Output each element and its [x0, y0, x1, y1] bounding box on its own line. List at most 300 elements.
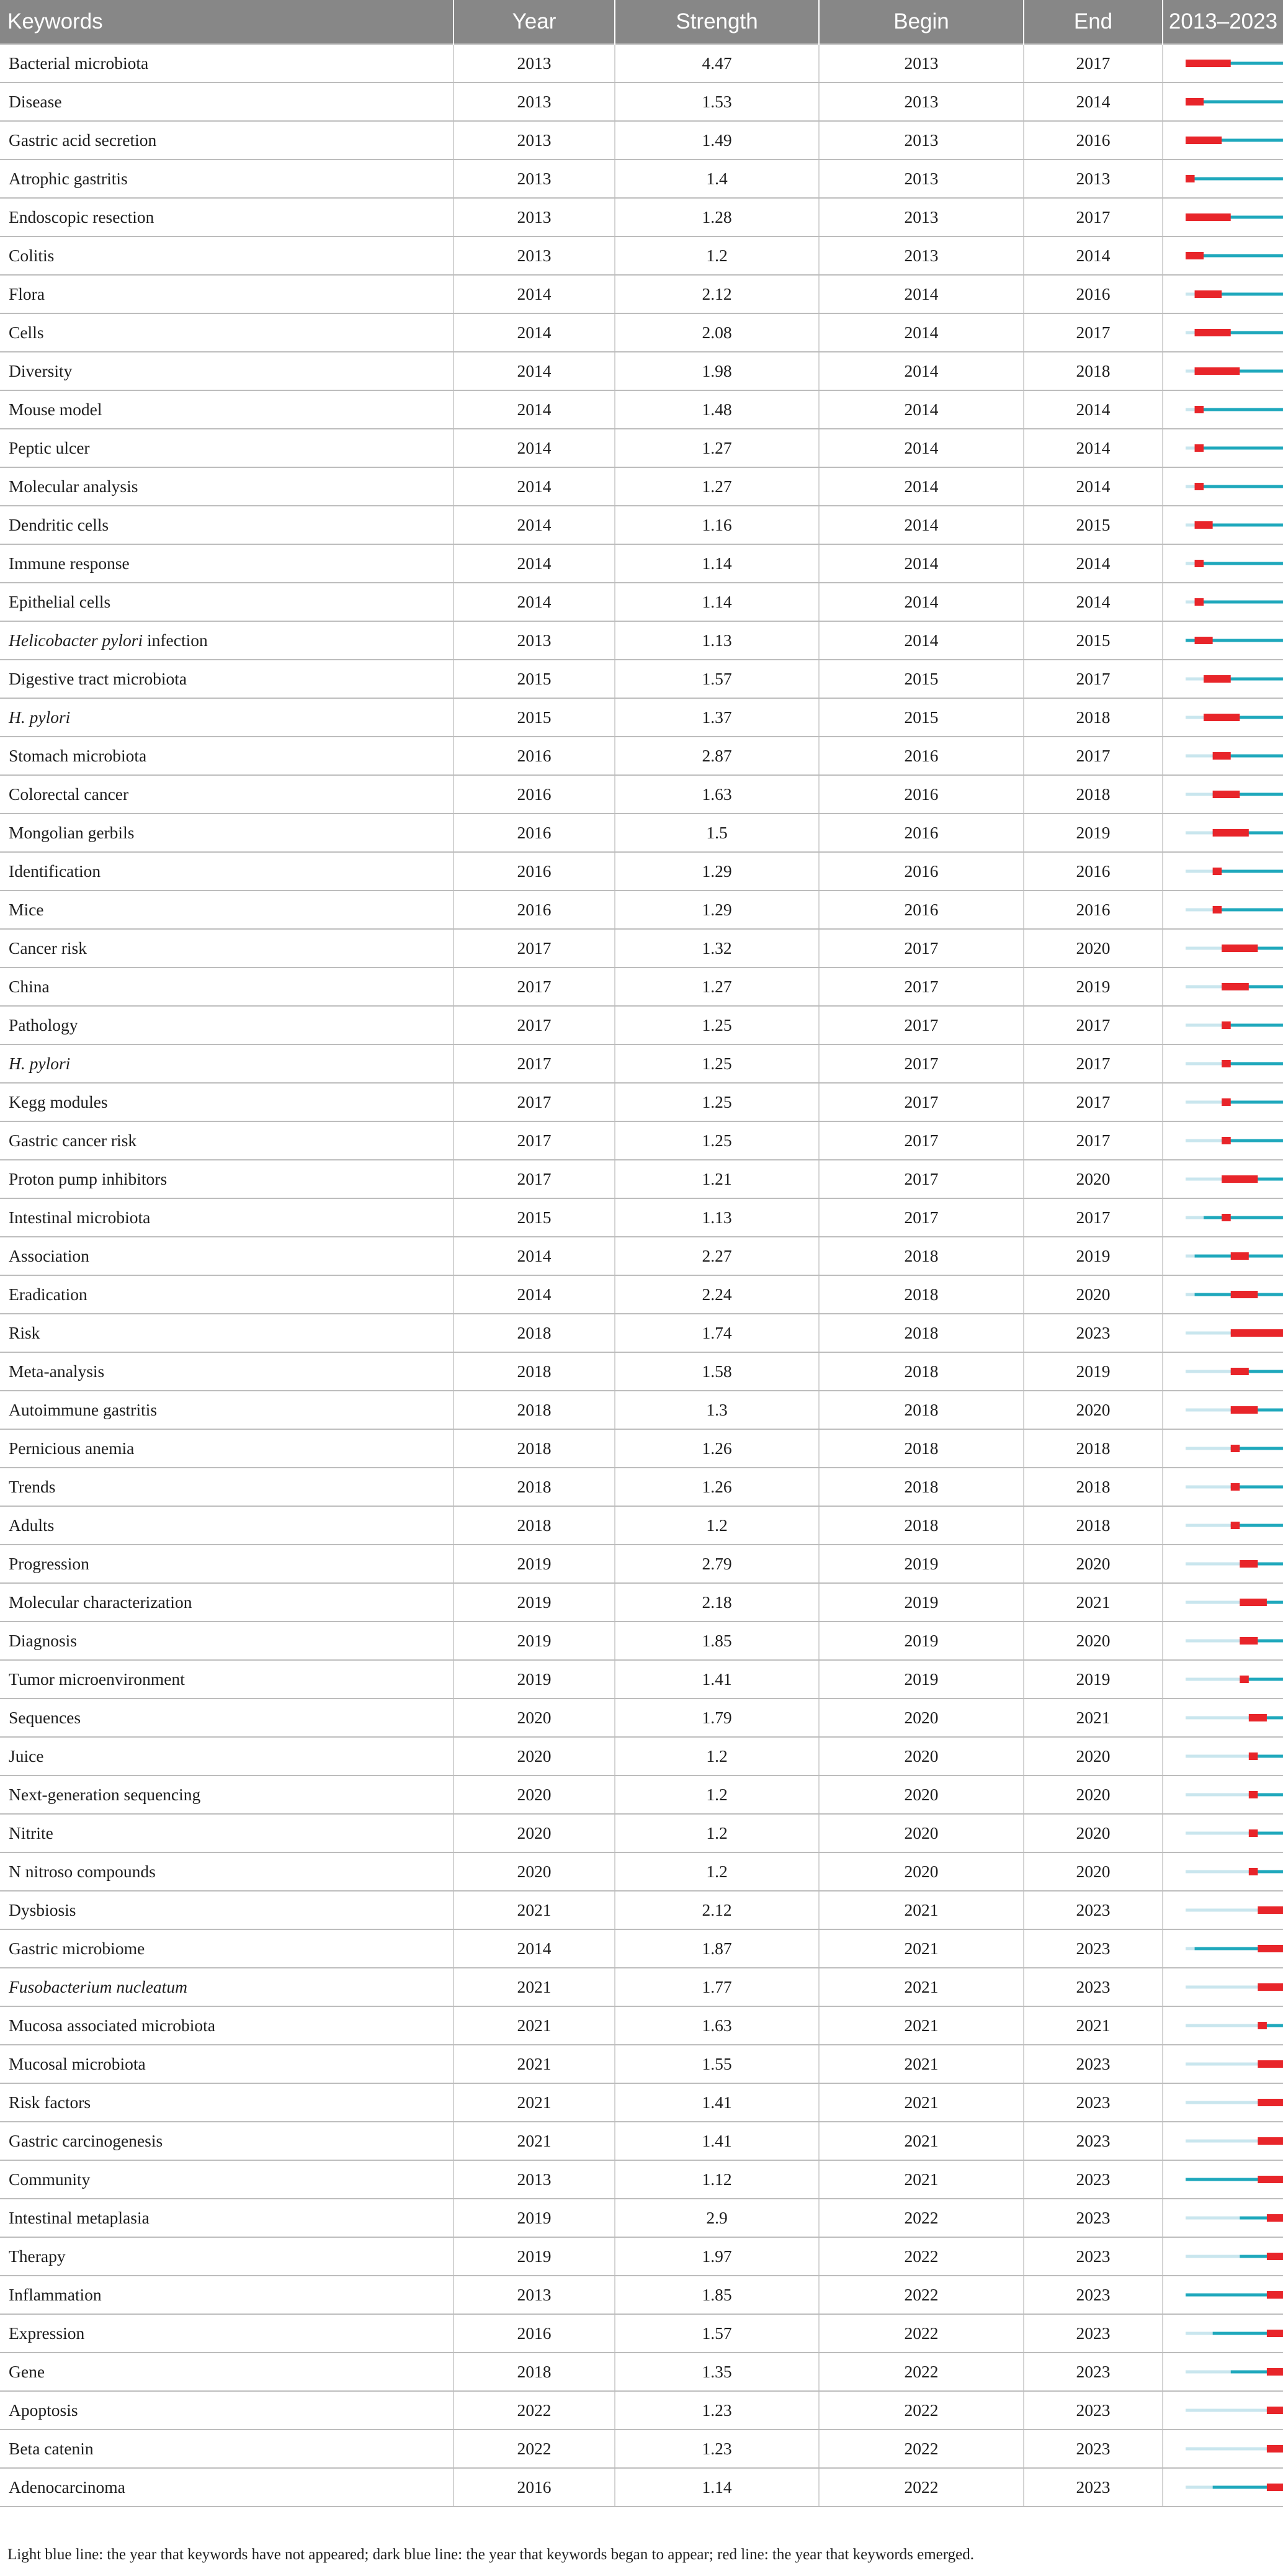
- cell-timeline: [1163, 1198, 1283, 1237]
- table-row: [0, 506, 1283, 544]
- cell-end: 2023: [1024, 2391, 1163, 2430]
- cell-year: 2017: [454, 929, 615, 967]
- timeline-burst-segment: [1213, 791, 1240, 798]
- cell-begin: 2017: [819, 967, 1024, 1006]
- table-row: [0, 1044, 1283, 1083]
- cell-timeline: [1163, 1775, 1283, 1814]
- cell-begin: 2019: [819, 1545, 1024, 1583]
- cell-begin: 2017: [819, 1121, 1024, 1160]
- cell-keyword: [0, 1660, 454, 1699]
- cell-timeline: [1163, 852, 1283, 891]
- timeline-burst-segment: [1267, 2253, 1283, 2260]
- burst-timeline: [1163, 1353, 1283, 1390]
- table-row: [0, 1468, 1283, 1506]
- burst-timeline: [1163, 930, 1283, 967]
- cell-end: 2023: [1024, 2199, 1163, 2237]
- keyword-text: Pathology: [9, 1015, 78, 1034]
- burst-timeline: [1163, 1276, 1283, 1313]
- cell-strength: 1.2: [615, 1775, 819, 1814]
- cell-timeline: [1163, 1468, 1283, 1506]
- timeline-absent-segment: [1186, 832, 1213, 835]
- keyword-text: Mice: [9, 900, 44, 919]
- cell-strength: 1.2: [615, 1737, 819, 1775]
- cell-year: 2016: [454, 891, 615, 929]
- cell-timeline: [1163, 737, 1283, 775]
- cell-timeline: [1163, 929, 1283, 967]
- keyword-text: Colitis: [9, 246, 55, 265]
- cell-year: 2014: [454, 390, 615, 429]
- cell-timeline: [1163, 1622, 1283, 1660]
- timeline-absent-segment: [1186, 562, 1195, 565]
- timeline-burst-segment: [1222, 1060, 1231, 1067]
- table-row: [0, 1391, 1283, 1429]
- cell-timeline: [1163, 1737, 1283, 1775]
- cell-year: 2018: [454, 1429, 615, 1468]
- table-row: [0, 967, 1283, 1006]
- cell-strength: 2.12: [615, 1891, 819, 1929]
- timeline-burst-segment: [1195, 444, 1204, 452]
- cell-begin: 2016: [819, 891, 1024, 929]
- timeline-burst-segment: [1267, 2291, 1283, 2299]
- cell-end: 2015: [1024, 506, 1163, 544]
- timeline-burst-segment: [1231, 1522, 1240, 1529]
- cell-year: 2017: [454, 1160, 615, 1198]
- cell-year: 2014: [454, 352, 615, 390]
- table-row: [0, 1160, 1283, 1198]
- cell-strength: 2.18: [615, 1583, 819, 1622]
- cell-begin: 2018: [819, 1468, 1024, 1506]
- cell-strength: 1.29: [615, 852, 819, 891]
- cell-year: 2021: [454, 1891, 615, 1929]
- timeline-burst-segment: [1222, 945, 1258, 952]
- burst-timeline: [1163, 83, 1283, 120]
- cell-timeline: [1163, 1006, 1283, 1044]
- cell-end: 2023: [1024, 1314, 1163, 1352]
- keyword-text: Endoscopic resection: [9, 207, 154, 227]
- cell-year: 2017: [454, 1044, 615, 1083]
- cell-timeline: [1163, 2045, 1283, 2083]
- timeline-burst-segment: [1231, 1368, 1249, 1375]
- cell-begin: 2022: [819, 2199, 1024, 2237]
- cell-end: 2020: [1024, 1737, 1163, 1775]
- cell-year: 2018: [454, 1314, 615, 1352]
- keyword-italic: H. pylori: [9, 1054, 71, 1073]
- cell-keyword: [0, 660, 454, 698]
- cell-end: 2023: [1024, 2430, 1163, 2468]
- cell-year: 2020: [454, 1852, 615, 1891]
- keyword-text: Mouse model: [9, 400, 102, 419]
- cell-keyword: [0, 1622, 454, 1660]
- cell-begin: 2020: [819, 1737, 1024, 1775]
- cell-strength: 1.97: [615, 2237, 819, 2276]
- cell-begin: 2022: [819, 2314, 1024, 2353]
- timeline-absent-segment: [1186, 870, 1213, 873]
- cell-end: 2023: [1024, 1891, 1163, 1929]
- cell-end: 2017: [1024, 660, 1163, 698]
- cell-year: 2016: [454, 2314, 615, 2353]
- cell-begin: 2022: [819, 2237, 1024, 2276]
- cell-end: 2017: [1024, 313, 1163, 352]
- burst-timeline: [1163, 1122, 1283, 1159]
- cell-end: 2023: [1024, 2468, 1163, 2506]
- keyword-text: Dendritic cells: [9, 515, 109, 534]
- cell-begin: 2021: [819, 1891, 1024, 1929]
- table-row: [0, 1352, 1283, 1391]
- cell-end: 2017: [1024, 1198, 1163, 1237]
- cell-end: 2018: [1024, 775, 1163, 814]
- cell-strength: 1.57: [615, 660, 819, 698]
- table-row: [0, 891, 1283, 929]
- timeline-absent-segment: [1186, 2024, 1258, 2027]
- timeline-burst-segment: [1195, 637, 1213, 644]
- cell-begin: 2014: [819, 390, 1024, 429]
- timeline-burst-segment: [1240, 1637, 1258, 1645]
- cell-keyword: [0, 1814, 454, 1852]
- cell-strength: 2.9: [615, 2199, 819, 2237]
- table-row: [0, 198, 1283, 236]
- timeline-absent-segment: [1186, 293, 1195, 296]
- burst-timeline: [1163, 314, 1283, 351]
- burst-timeline: [1163, 160, 1283, 197]
- timeline-absent-segment: [1186, 947, 1222, 950]
- cell-end: 2014: [1024, 467, 1163, 506]
- cell-year: 2014: [454, 1275, 615, 1314]
- timeline-burst-segment: [1195, 521, 1213, 529]
- cell-strength: 1.57: [615, 2314, 819, 2353]
- cell-end: 2016: [1024, 275, 1163, 313]
- timeline-absent-segment: [1186, 1793, 1249, 1797]
- burst-timeline: [1163, 352, 1283, 390]
- cell-end: 2020: [1024, 1814, 1163, 1852]
- table-row: [0, 2353, 1283, 2391]
- burst-timeline: [1163, 1622, 1283, 1659]
- cell-begin: 2015: [819, 698, 1024, 737]
- cell-begin: 2016: [819, 852, 1024, 891]
- cell-year: 2014: [454, 1237, 615, 1275]
- keyword-text: Cancer risk: [9, 938, 87, 958]
- timeline-absent-segment: [1186, 985, 1222, 989]
- keyword-text: Tumor microenvironment: [9, 1669, 185, 1689]
- table-body: [0, 44, 1283, 2506]
- table-row: [0, 121, 1283, 159]
- cell-begin: 2014: [819, 467, 1024, 506]
- cell-timeline: [1163, 1237, 1283, 1275]
- burst-timeline: [1163, 2430, 1283, 2467]
- cell-begin: 2015: [819, 660, 1024, 698]
- cell-end: 2021: [1024, 1699, 1163, 1737]
- cell-timeline: [1163, 967, 1283, 1006]
- cell-strength: 1.85: [615, 2276, 819, 2314]
- cell-keyword: [0, 429, 454, 467]
- keyword-text: Expression: [9, 2323, 85, 2343]
- timeline-burst-segment: [1258, 2099, 1283, 2106]
- table-row: [0, 1314, 1283, 1352]
- cell-strength: 1.74: [615, 1314, 819, 1352]
- cell-timeline: [1163, 2276, 1283, 2314]
- keyword-text: Dysbiosis: [9, 1900, 76, 1919]
- timeline-burst-segment: [1222, 1098, 1231, 1106]
- timeline-absent-segment: [1186, 1447, 1231, 1450]
- keyword-text: Adults: [9, 1515, 55, 1535]
- cell-strength: 1.79: [615, 1699, 819, 1737]
- table-row: [0, 2045, 1283, 2083]
- header-range: 2013–2023: [1163, 0, 1283, 44]
- cell-begin: 2014: [819, 313, 1024, 352]
- cell-year: 2013: [454, 236, 615, 275]
- burst-timeline: [1163, 1314, 1283, 1352]
- cell-begin: 2019: [819, 1583, 1024, 1622]
- table-row: [0, 583, 1283, 621]
- cell-end: 2017: [1024, 1044, 1163, 1083]
- cell-begin: 2014: [819, 583, 1024, 621]
- timeline-burst-segment: [1258, 2137, 1283, 2145]
- cell-year: 2018: [454, 1506, 615, 1545]
- burst-timeline: [1163, 583, 1283, 621]
- cell-keyword: [0, 198, 454, 236]
- cell-strength: 1.4: [615, 159, 819, 198]
- cell-end: 2017: [1024, 1121, 1163, 1160]
- cell-timeline: [1163, 1660, 1283, 1699]
- table-row: [0, 1083, 1283, 1121]
- cell-end: 2014: [1024, 429, 1163, 467]
- cell-begin: 2022: [819, 2276, 1024, 2314]
- table-header-row: [0, 0, 1283, 44]
- keyword-text: Trends: [9, 1477, 56, 1496]
- cell-strength: 1.26: [615, 1468, 819, 1506]
- cell-year: 2016: [454, 737, 615, 775]
- cell-keyword: [0, 2276, 454, 2314]
- keyword-italic: Helicobacter pylori: [9, 631, 143, 650]
- timeline-present-segment: [1195, 601, 1283, 604]
- cell-timeline: [1163, 429, 1283, 467]
- cell-keyword: [0, 891, 454, 929]
- keyword-text: Peptic ulcer: [9, 438, 90, 457]
- cell-keyword: [0, 352, 454, 390]
- header-keywords: Keywords: [0, 0, 454, 44]
- cell-begin: 2021: [819, 1929, 1024, 1968]
- burst-timeline: [1163, 1507, 1283, 1544]
- cell-begin: 2017: [819, 1006, 1024, 1044]
- keyword-text: Diversity: [9, 361, 73, 380]
- burst-timeline: [1163, 545, 1283, 582]
- cell-begin: 2018: [819, 1314, 1024, 1352]
- timeline-absent-segment: [1186, 1947, 1195, 1950]
- table-row: [0, 2468, 1283, 2506]
- timeline-present-segment: [1186, 177, 1283, 181]
- timeline-burst-segment: [1186, 252, 1204, 259]
- cell-keyword: [0, 1275, 454, 1314]
- cell-begin: 2019: [819, 1622, 1024, 1660]
- cell-begin: 2013: [819, 236, 1024, 275]
- timeline-absent-segment: [1186, 370, 1195, 373]
- cell-timeline: [1163, 2237, 1283, 2276]
- cell-year: 2019: [454, 1583, 615, 1622]
- cell-strength: 1.16: [615, 506, 819, 544]
- timeline-absent-segment: [1186, 1755, 1249, 1758]
- table-row: [0, 814, 1283, 852]
- cell-year: 2013: [454, 121, 615, 159]
- timeline-burst-segment: [1249, 1714, 1267, 1721]
- table-row: [0, 852, 1283, 891]
- keyword-italic: H. pylori: [9, 707, 71, 727]
- cell-year: 2013: [454, 44, 615, 83]
- cell-timeline: [1163, 1968, 1283, 2006]
- cell-year: 2021: [454, 2006, 615, 2045]
- cell-begin: 2018: [819, 1429, 1024, 1468]
- keyword-text: Meta-analysis: [9, 1362, 105, 1381]
- cell-keyword: [0, 1699, 454, 1737]
- cell-begin: 2021: [819, 1968, 1024, 2006]
- keyword-text: Cells: [9, 323, 44, 342]
- keyword-text: Nitrite: [9, 1823, 53, 1842]
- table-row: [0, 775, 1283, 814]
- cell-end: 2023: [1024, 2314, 1163, 2353]
- timeline-absent-segment: [1186, 601, 1195, 604]
- timeline-absent-segment: [1186, 1178, 1222, 1181]
- keyword-text: Intestinal metaplasia: [9, 2208, 150, 2227]
- burst-timeline: [1163, 1237, 1283, 1275]
- cell-end: 2018: [1024, 1506, 1163, 1545]
- cell-end: 2014: [1024, 390, 1163, 429]
- timeline-burst-segment: [1267, 2330, 1283, 2337]
- table-row: [0, 236, 1283, 275]
- burst-timeline: [1163, 968, 1283, 1005]
- cell-keyword: [0, 1083, 454, 1121]
- cell-timeline: [1163, 1814, 1283, 1852]
- cell-strength: 1.5: [615, 814, 819, 852]
- cell-keyword: [0, 236, 454, 275]
- cell-strength: 1.13: [615, 621, 819, 660]
- burst-timeline: [1163, 814, 1283, 851]
- cell-timeline: [1163, 2314, 1283, 2353]
- cell-begin: 2017: [819, 1044, 1024, 1083]
- cell-keyword: [0, 1929, 454, 1968]
- keyword-text: Intestinal microbiota: [9, 1208, 151, 1227]
- keyword-text: Adenocarcinoma: [9, 2477, 125, 2497]
- cell-keyword: [0, 775, 454, 814]
- timeline-absent-segment: [1186, 1293, 1195, 1296]
- timeline-absent-segment: [1186, 2448, 1267, 2451]
- cell-begin: 2017: [819, 1083, 1024, 1121]
- cell-timeline: [1163, 275, 1283, 313]
- cell-strength: 1.63: [615, 2006, 819, 2045]
- timeline-present-segment: [1204, 1216, 1283, 1219]
- cell-begin: 2014: [819, 352, 1024, 390]
- keyword-text: Mucosal microbiota: [9, 2054, 146, 2073]
- table-row: [0, 660, 1283, 698]
- cell-keyword: [0, 467, 454, 506]
- cell-keyword: [0, 2314, 454, 2353]
- timeline-burst-segment: [1249, 1868, 1258, 1875]
- cell-keyword: [0, 2391, 454, 2430]
- table-row: [0, 698, 1283, 737]
- burst-timeline: [1163, 1160, 1283, 1198]
- cell-begin: 2018: [819, 1352, 1024, 1391]
- cell-keyword: [0, 1852, 454, 1891]
- cell-begin: 2021: [819, 2083, 1024, 2122]
- timeline-burst-segment: [1249, 1791, 1258, 1798]
- cell-timeline: [1163, 1352, 1283, 1391]
- cell-year: 2020: [454, 1699, 615, 1737]
- cell-timeline: [1163, 2430, 1283, 2468]
- burst-timeline: [1163, 1084, 1283, 1121]
- cell-strength: 1.27: [615, 467, 819, 506]
- cell-strength: 1.53: [615, 83, 819, 121]
- cell-timeline: [1163, 660, 1283, 698]
- timeline-absent-segment: [1186, 1216, 1204, 1219]
- table-row: [0, 313, 1283, 352]
- cell-begin: 2014: [819, 621, 1024, 660]
- cell-begin: 2016: [819, 775, 1024, 814]
- cell-year: 2016: [454, 814, 615, 852]
- cell-keyword: [0, 313, 454, 352]
- timeline-absent-segment: [1186, 2371, 1231, 2374]
- timeline-burst-segment: [1231, 1252, 1249, 1260]
- cell-year: 2019: [454, 1545, 615, 1583]
- timeline-burst-segment: [1240, 1599, 1267, 1606]
- cell-begin: 2021: [819, 2122, 1024, 2160]
- keyword-text: Risk factors: [9, 2093, 91, 2112]
- burst-timeline: [1163, 1661, 1283, 1698]
- timeline-burst-segment: [1267, 2445, 1283, 2453]
- timeline-present-segment: [1213, 870, 1283, 873]
- timeline-absent-segment: [1186, 1332, 1231, 1335]
- cell-end: 2013: [1024, 159, 1163, 198]
- cell-begin: 2013: [819, 44, 1024, 83]
- table-row: [0, 1198, 1283, 1237]
- cell-year: 2019: [454, 2199, 615, 2237]
- keyword-text: Proton pump inhibitors: [9, 1169, 168, 1188]
- cell-strength: 1.32: [615, 929, 819, 967]
- table-row: [0, 159, 1283, 198]
- timeline-burst-segment: [1195, 483, 1204, 490]
- timeline-burst-segment: [1249, 1752, 1258, 1760]
- cell-end: 2014: [1024, 83, 1163, 121]
- timeline-burst-segment: [1213, 752, 1231, 760]
- cell-year: 2020: [454, 1775, 615, 1814]
- cell-end: 2023: [1024, 1968, 1163, 2006]
- table-row: [0, 1737, 1283, 1775]
- cell-end: 2019: [1024, 814, 1163, 852]
- table-row: [0, 2430, 1283, 2468]
- cell-strength: 1.77: [615, 1968, 819, 2006]
- cell-keyword: [0, 2353, 454, 2391]
- table-row: [0, 390, 1283, 429]
- timeline-burst-segment: [1231, 1483, 1240, 1491]
- cell-strength: 1.63: [615, 775, 819, 814]
- cell-begin: 2020: [819, 1699, 1024, 1737]
- burst-timeline: [1163, 237, 1283, 274]
- table-row: [0, 467, 1283, 506]
- cell-keyword: [0, 1737, 454, 1775]
- cell-keyword: [0, 967, 454, 1006]
- cell-end: 2020: [1024, 1622, 1163, 1660]
- timeline-absent-segment: [1186, 2140, 1258, 2143]
- timeline-present-segment: [1195, 408, 1283, 411]
- cell-strength: 1.41: [615, 1660, 819, 1699]
- burst-timeline: [1163, 2161, 1283, 2198]
- cell-end: 2019: [1024, 1237, 1163, 1275]
- timeline-burst-segment: [1195, 598, 1204, 606]
- table-row: [0, 1506, 1283, 1545]
- cell-timeline: [1163, 1429, 1283, 1468]
- burst-timeline: [1163, 2238, 1283, 2275]
- cell-end: 2021: [1024, 2006, 1163, 2045]
- timeline-present-segment: [1213, 909, 1283, 912]
- table-caption: Light blue line: the year that keywords have not appeared; dark blue line: the year that keywords began to appear; red line: the year that keywords emerged.: [7, 2546, 974, 2563]
- keyword-text: Disease: [9, 92, 62, 111]
- cell-strength: 1.21: [615, 1160, 819, 1198]
